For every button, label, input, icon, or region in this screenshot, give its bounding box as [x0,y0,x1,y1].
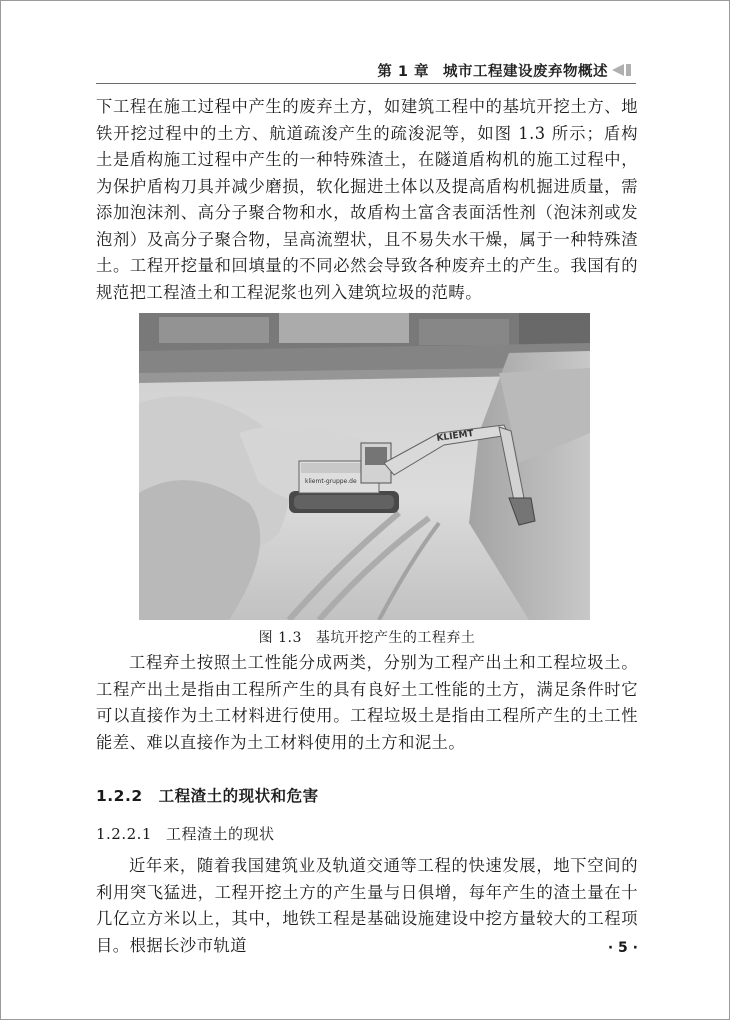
figure-number: 图 1.3 [258,630,302,646]
subsection-number: 1.2.2.1 [96,825,152,843]
section-number: 1.2.2 [96,787,143,805]
paragraph-status: 近年来，随着我国建筑业及轨道交通等工程的快速发展，地下空间的利用突飞猛进，工程开挖土方的产生量与日俱增，每年产生的渣土量在十几亿立方米以上，其中，地铁工程是基础设施建设中挖方量较大的工程项目。根据长沙市轨道 [96,856,638,955]
header-title: 城市工程建设废弃物概述 [443,64,608,80]
figure-caption [96,627,638,647]
excavator-web-label: kliemt-gruppe.de [305,478,357,485]
excavator-brand-label: KLIEMT [436,428,475,444]
header-chapter: 第 1 章 [377,64,429,80]
section-title: 工程渣土的现状和危害 [158,787,319,805]
subsection-title: 工程渣土的现状 [165,825,275,843]
running-header [96,53,636,84]
figure-excavation-photo [139,313,590,620]
subsection-heading [96,823,275,844]
header-marker-icon [612,63,634,77]
page-number: · 5 · [607,940,638,956]
excavation-photo [139,313,590,620]
header-text [377,60,608,81]
paragraph-intro: 下工程在施工过程中产生的废弃土方，如建筑工程中的基坑开挖土方、地铁开挖过程中的土方、航道疏浚产生的疏浚泥等，如图 1.3 所示；盾构土是盾构施工过程中产生的一种特殊渣土，在隧道盾构机的施工过程中，为保护盾构刀具并减少磨损，软化掘进土体以及提高盾构机掘进质量，需添加泡沫剂、高分子聚合物和水，故盾构土富含表面活性剂（泡沫剂或发泡剂）及高分子聚合物，呈高流塑状，且不易失水干燥，属于一种特殊渣土。工程开挖量和回填量的不同必然会导致各种废弃土的产生。我国有的规范把工程渣土和工程泥浆也列入建筑垃圾的范畴。 [96,97,638,302]
paragraph-classification: 工程弃土按照土工性能分成两类，分别为工程产出土和工程垃圾土。工程产出土是指由工程所产生的具有良好土工性能的土方，满足条件时它可以直接作为土工材料进行使用。工程垃圾土是指由工程所产生的土工性能差、难以直接作为土工材料使用的土方和泥土。 [96,653,638,752]
section-heading [96,784,319,806]
figure-caption-text: 基坑开挖产生的工程弃土 [315,630,476,646]
